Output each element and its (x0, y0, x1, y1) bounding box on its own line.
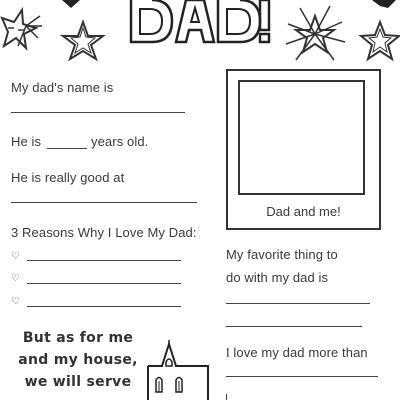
love-more-label: I love my dad more than (226, 345, 368, 360)
verse-block (14, 327, 142, 393)
heart-icon: ♡ (11, 296, 20, 307)
reason-line[interactable] (27, 306, 181, 307)
sunburst-star-icon (286, 6, 345, 60)
age-prefix: He is (11, 134, 42, 149)
reason-line[interactable] (27, 260, 181, 261)
reasons-label: 3 Reasons Why I Love My Dad: (11, 225, 197, 240)
sunburst-icon (18, 16, 42, 46)
age-suffix: years old. (91, 134, 149, 149)
dad-name-label: My dad's name is (11, 80, 114, 95)
verse-line1: But as for me (22, 330, 134, 346)
star-icon (63, 22, 103, 59)
good-at-label: He is really good at (11, 170, 125, 185)
star-icon (361, 22, 399, 59)
favorite-answer-line[interactable] (226, 326, 362, 327)
title-letters (131, 0, 269, 42)
star-icon (62, 0, 80, 8)
favorite-line1: My favorite thing to (226, 247, 338, 262)
favorite-line2: do with my dad is (226, 270, 329, 285)
heart-icon: ♡ (11, 273, 20, 284)
favorite-answer-line[interactable] (226, 303, 370, 304)
photo-caption: Dad and me! (266, 204, 341, 219)
age-line[interactable] (47, 148, 87, 149)
house-icon (146, 340, 210, 400)
love-more-line[interactable] (226, 376, 378, 377)
verse-line3: we will serve (24, 374, 132, 390)
photo-frame (226, 69, 381, 230)
star-icon (372, 0, 396, 8)
reason-line[interactable] (27, 283, 181, 284)
verse-line2: and my house, (18, 352, 138, 368)
heart-icon: ♡ (11, 251, 20, 262)
line-fragment (226, 394, 227, 400)
photo-area[interactable] (238, 80, 365, 195)
good-at-line[interactable] (11, 202, 197, 203)
dad-name-line[interactable] (11, 112, 185, 113)
